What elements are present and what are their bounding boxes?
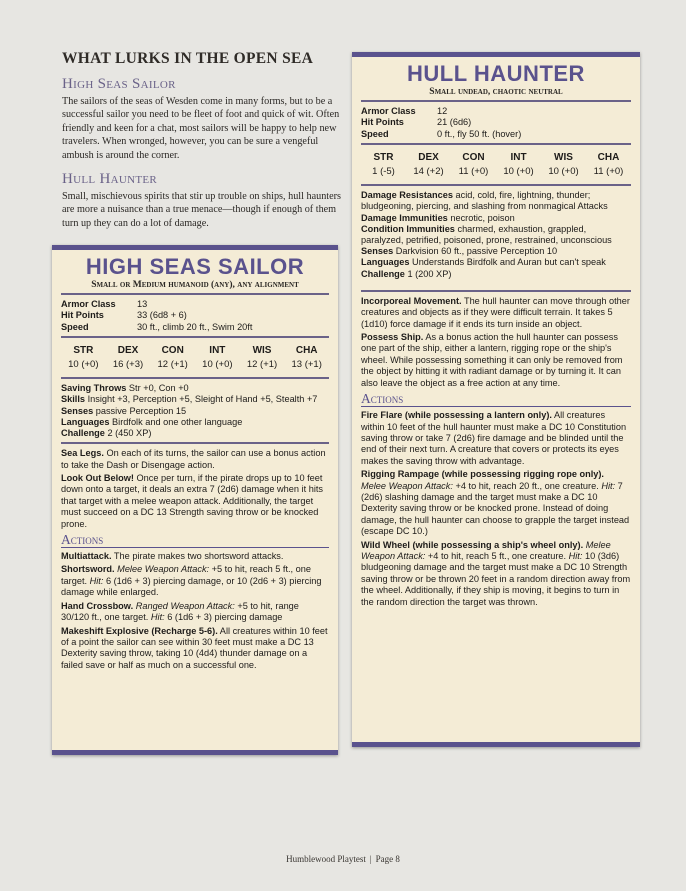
divider [361,100,631,102]
divider [361,143,631,145]
sailor-speed: Speed 30 ft., climb 20 ft., Swim 20ft [61,321,253,332]
haunter-languages: Languages Understands Birdfolk and Auran but can't speak [361,257,606,268]
haunter-subtitle: Small undead, chaotic neutral [429,87,563,97]
haunter-damage-immunities: Damage Immunities necrotic, poison [361,212,515,223]
stat-block-sailor [52,245,338,755]
intro-title-haunter: Hull Haunter [62,171,158,188]
ability-wis: WIS 12 (+1) [246,345,278,371]
sailor-challenge: Challenge 2 (450 XP) [61,428,152,439]
sailor-action-multiattack: Multiattack. The pirate makes two shortsword attacks. [61,551,284,562]
ability-str: STR 1 (-5) [372,152,395,178]
sailor-ac: Armor Class 13 [61,299,148,309]
haunter-name: HULL HAUNTER [407,61,585,86]
intro-text-sailor: The sailors of the seas of Wesden come in many forms, but to be a successful sailor you need to be fleet of foot and quick of wit. Often friendly and keen for a chat, most sailors will be happy to help new travelers. When wronged, however, you can be sure a vengeful ambush is around the corner. [62,96,340,161]
divider [61,293,329,295]
sailor-trait-sea-legs: Sea Legs. On each of its turns, the sailor can use a bonus action to take the Dash or Disengage action. [61,448,326,470]
ability-con: CON 12 (+1) [157,345,188,371]
ability-str: STR 10 (+0) [68,345,99,371]
haunter-ac: Armor Class 12 [361,106,448,116]
ability-dex: DEX 16 (+3) [112,345,144,371]
haunter-trait-possess-ship: Possess Ship. As a bonus action the hull haunter can possess one part of the ship, either a lantern, rigging rope or the ship's wheel. While possessing something it can only be removed from the object by hitting it with radiant damage or by turning it. It can also leave the object as a free action at any time. [361,332,623,388]
intro-section [62,50,346,230]
ability-cha: CHA 13 (+1) [291,345,322,371]
sailor-name: HIGH SEAS SAILOR [85,254,305,279]
sailor-senses: Senses passive Perception 15 [61,405,187,416]
divider [61,336,329,338]
haunter-actions-heading: Actions [361,391,631,407]
ability-con: CON 11 (+0) [458,152,489,178]
page-heading: WHAT LURKS IN THE OPEN SEA [62,50,314,67]
ability-cha: CHA 11 (+0) [593,152,624,178]
sailor-action-shortsword: Shortsword. Melee Weapon Attack: +5 to hit, reach 5 ft., one target. Hit: 6 (1d6 + 3) piercing damage, or 10 (2d6 + 3) piercing damage while enlarged. [61,564,322,598]
divider [361,290,631,292]
haunter-speed: Speed 0 ft., fly 50 ft. (hover) [361,128,522,139]
sailor-action-crossbow: Hand Crossbow. Ranged Weapon Attack: +5 to hit, range 30/120 ft., one target. Hit: 6 (1d6 + 3) piercing damage [61,600,299,623]
haunter-action-rigging-rampage: Rigging Rampage (while possessing rigging rope only). Melee Weapon Attack: +4 to hit, reach 20 ft., one creature. Hit: 7 (2d6) slashing damage and the target must make a DC 10 Dexterity saving throw or be knocked prone. Instead of doing damage, the hull haunter can choose to grapple the target instead (escape DC 10.) [361,469,630,537]
divider [361,184,631,186]
sailor-saving-throws: Saving Throws Str +0, Con +0 [61,383,189,394]
sailor-hp: Hit Points 33 (6d8 + 6) [61,310,187,321]
ability-int: INT 10 (+0) [202,345,233,371]
stat-block-haunter [352,52,640,747]
sailor-abilities [61,344,329,373]
haunter-condition-immunities: Condition Immunities charmed, exhaustion, grappled, paralyzed, petrified, poisoned, prone, restrained, unconscious [361,223,612,246]
haunter-action-wild-wheel: Wild Wheel (while possessing a ship's wheel only). Melee Weapon Attack: +4 to hit, reach 5 ft., one creature. Hit: 10 (3d6) bludgeoning damage and the target must make a DC 10 Strength saving throw or be thrown 20 feet in a random direction away from the wheel. Additionally, if they ship is moving, it begins to turn in the random direction the target was thrown. [361,539,631,607]
haunter-action-fire-flare: Fire Flare (while possessing a lantern only). All creatures within 10 feet of the hull haunter must make a DC 10 Constitution saving throw or take 7 (2d6) fire damage and be blinded until the end of their next turn. A creature that covers or protects its eyes makes the saving throw with advantage. [361,410,627,466]
haunter-abilities [361,151,631,180]
sailor-actions-heading: Actions [61,532,329,548]
haunter-challenge: Challenge 1 (200 XP) [361,268,452,279]
intro-text-haunter: Small, mischievous spirits that stir up trouble on ships, hull haunters are more a nuisance than a true menace—though if enough of them turn up they can do a lot of damage. [62,191,342,229]
sailor-action-explosive: Makeshift Explosive (Recharge 5-6). All creatures within 10 feet of a point the sailor can see within 30 feet must make a DC 13 Dexterity saving throw, taking 10 (4d4) thunder damage on a failed save or half as much on a successful one. [61,625,328,670]
sailor-trait-look-out: Look Out Below! Once per turn, if the pirate drops up to 10 feet down onto a target, it deals an extra 7 (2d6) damage when it hits that target with a melee weapon attack. Additionally, the target must succeed on a DC 13 Strength saving throw or be knocked prone. [61,473,324,529]
sailor-subtitle: Small or Medium humanoid (any), any alignment [91,280,299,290]
haunter-hp: Hit Points 21 (6d6) [361,117,472,128]
page-footer [0,854,686,864]
footer-separator: | [369,854,372,864]
ability-int: INT 10 (+0) [503,152,534,178]
intro-title-sailor: High Seas Sailor [62,76,176,92]
page-number: Page 8 [375,854,400,864]
ability-dex: DEX 14 (+2) [413,152,444,178]
haunter-trait-incorporeal: Incorporeal Movement. The hull haunter can move through other creatures and objects as if they were difficult terrain. It takes 5 (1d10) force damage if it ends its turn inside an object. [361,295,630,329]
divider [61,377,329,379]
haunter-damage-resistances: Damage Resistances acid, cold, fire, lightning, thunder; bludgeoning, piercing, and slashing from nonmagical Attacks [361,190,608,212]
sailor-languages: Languages Birdfolk and one other language [61,416,243,427]
haunter-senses: Senses Darkvision 60 ft., passive Perception 10 [361,246,558,257]
footer-title: Humblewood Playtest [286,854,366,864]
divider [61,442,329,444]
sailor-skills: Skills Insight +3, Perception +5, Sleight of Hand +5, Stealth +7 [61,394,318,405]
ability-wis: WIS 10 (+0) [548,152,579,178]
